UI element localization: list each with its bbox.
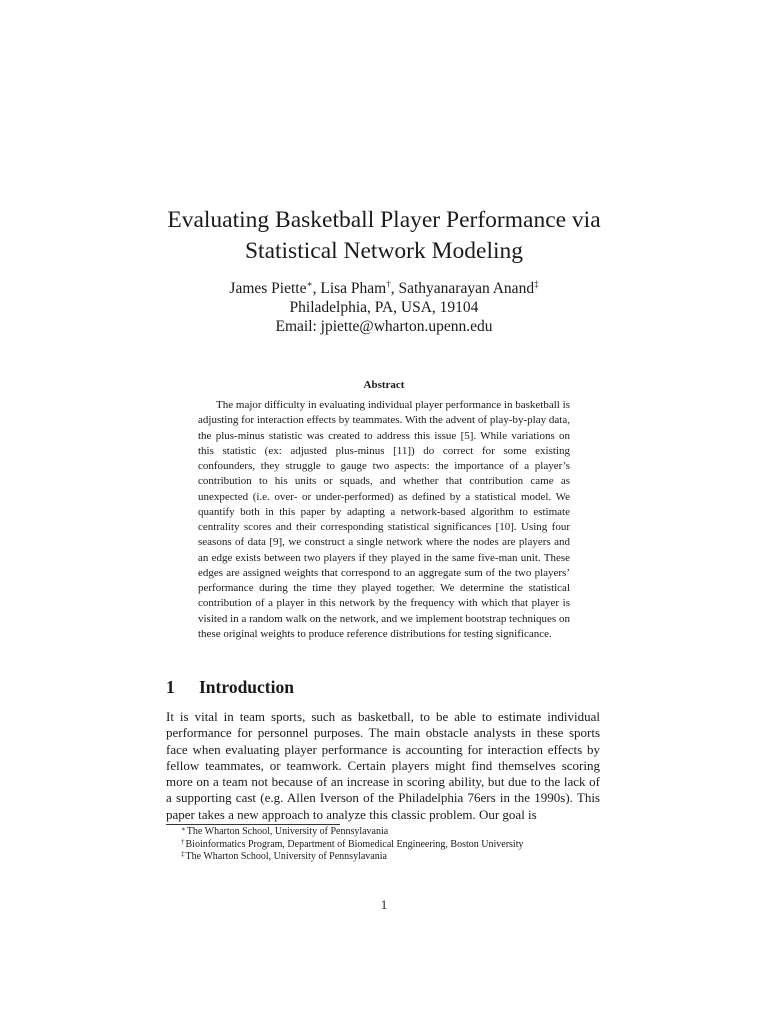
footnote-text: The Wharton School, University of Pennsylavania [185,851,387,862]
title-line-1: Evaluating Basketball Player Performance via [167,207,601,233]
author-name: James Piette [229,280,307,297]
footnotes [181,826,601,864]
section-heading [166,676,294,698]
footnote [181,851,601,864]
author-footnote-mark: † [386,279,391,289]
footnote [181,826,601,839]
author-block [120,279,648,336]
title-line-2: Statistical Network Modeling [244,238,524,264]
author-name: Sathyanarayan Anand [398,280,535,297]
author-footnote-mark: ‡ [534,279,539,289]
author-separator: , [312,280,321,297]
abstract-heading: Abstract [363,379,405,391]
section-title: Introduction [199,677,294,697]
author-names [120,279,648,298]
footnote-mark: ‡ [181,850,185,858]
paper-title [120,205,648,267]
author-footnote-mark: ∗ [306,279,313,289]
abstract-text: The major difficulty in evaluating individual player performance in basketball is adjusting for interaction effects by teammates. With the advent of play-by-play data, the plus-minus statistic was created to address this issue [5]. While variations on this statistic (ex: adjusted plus-minus [11]) do correct for some existing confounders, they struggle to gauge two aspects: the importance of a player’s contribution to his units or squads, and whether that contribution came as unexpected (i.e. over- or under-performed) as defined by a statistical model. We quantify both in this paper by adapting a network-based algorithm to estimate centrality scores and their corresponding statistical significances [10]. Using four seasons of data [9], we construct a single network where the nodes are players and an edge exists between two players if they played in the same five-man unit. These edges are assigned weights that correspond to an aggregate sum of the two players’ performance during the time they played together. We determine the statistical contribution of a player in this network by the frequency with which that player is visited in a random walk on the network, and we implement bootstrap techniques on these original weights to produce reference distributions for testing significance. [198,399,570,640]
author-location: Philadelphia, PA, USA, 19104 [289,299,479,316]
introduction-text: It is vital in team sports, such as basketball, to be able to estimate individual performance for personnel purposes. The main obstacle analysts in these sports face when evaluating player performance is accounting for interaction effects by fellow teammates, or teamwork. Certain players might find themselves scoring more on a team not because of an increase in scoring ability, but due to the lack of a supporting cast (e.g. Allen Iverson of the Philadelphia 76ers in the 1990s). This paper takes a new approach to analyze this classic problem. Our goal is [166,709,600,822]
author-separator: , [390,280,399,297]
author-email: Email: jpiette@wharton.upenn.edu [275,318,493,335]
footnote-divider [166,824,340,825]
footnote [181,839,601,852]
author-name: Lisa Pham [320,280,387,297]
footnote-mark: † [181,837,185,846]
footnote-mark: ∗ [181,825,186,833]
page-number: 1 [380,897,388,912]
footnote-text: Bioinformatics Program, Department of Biomedical Engineering, Boston University [185,838,524,850]
footnote-text: The Wharton School, University of Pennsylavania [186,826,389,837]
section-number: 1 [166,677,175,697]
